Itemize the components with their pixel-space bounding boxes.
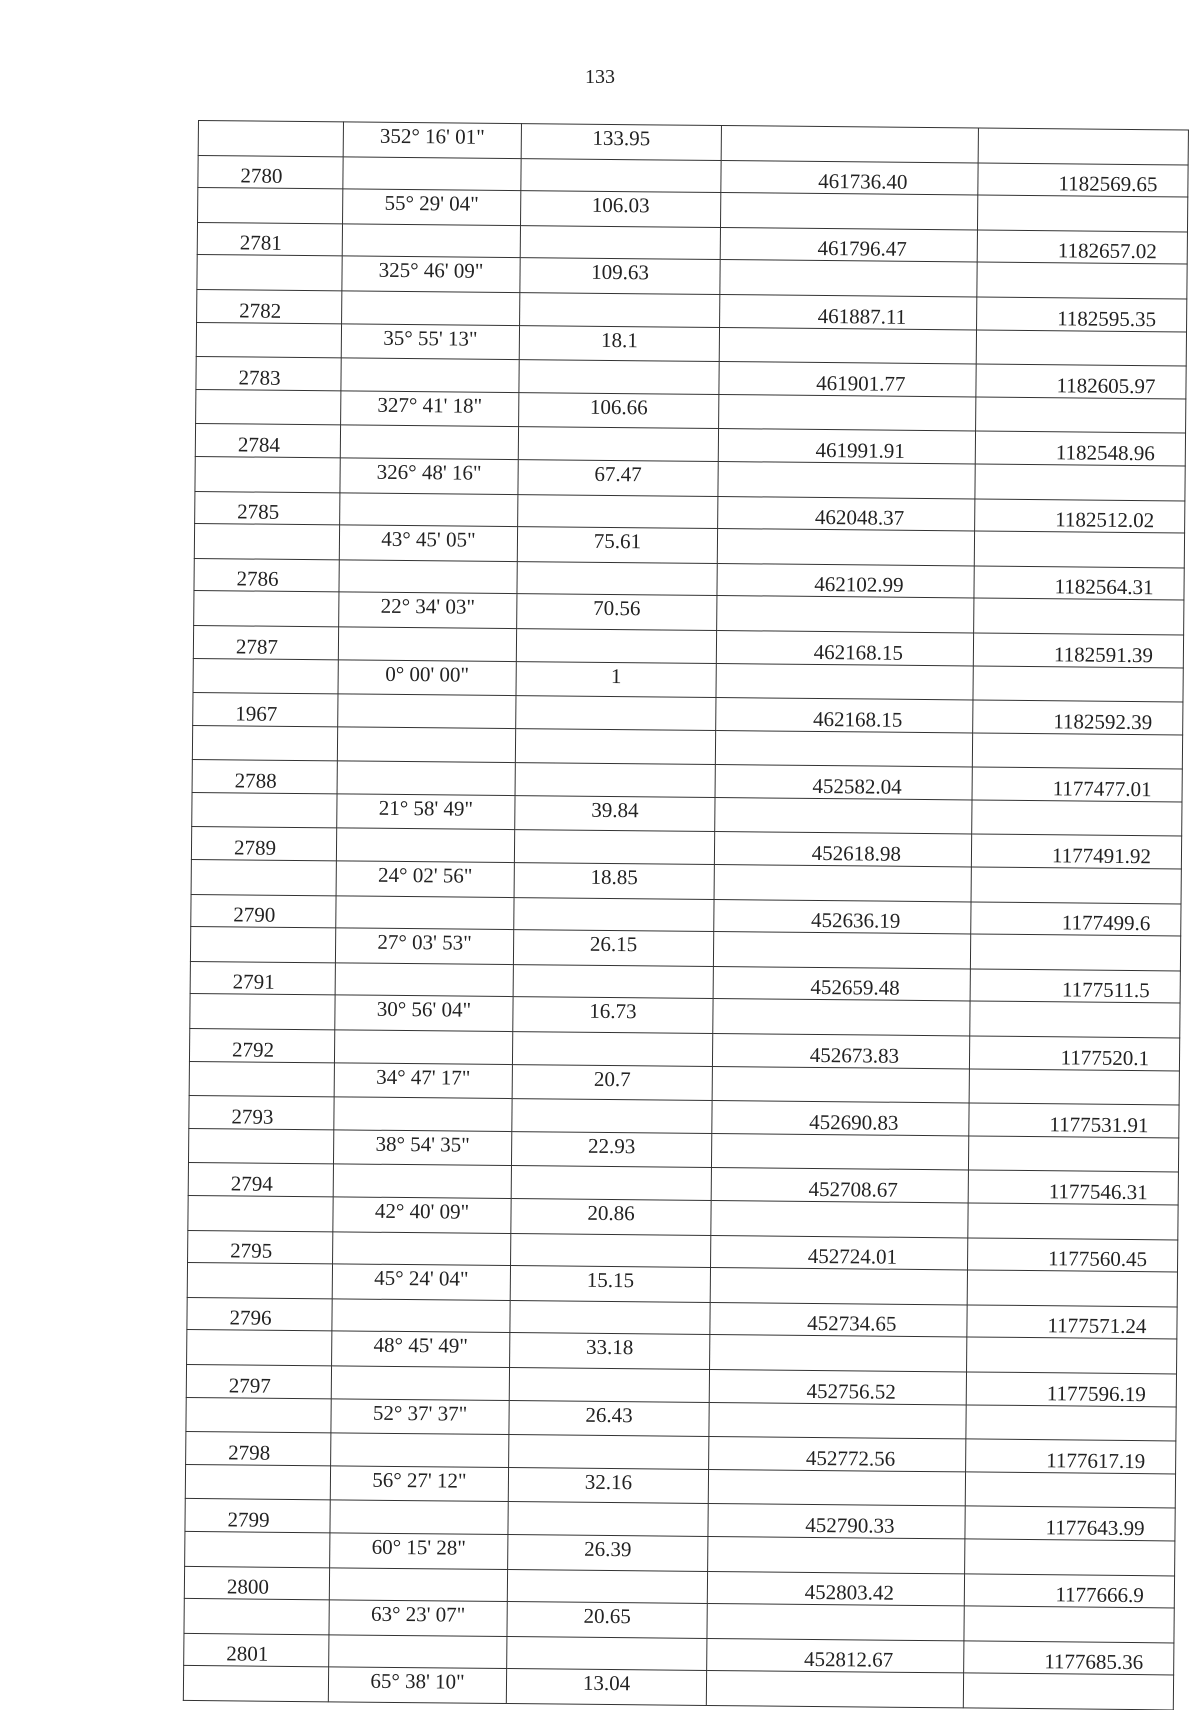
y-coordinate-cell: 1177511.5 bbox=[970, 969, 1180, 1004]
x-coordinate-cell bbox=[713, 999, 970, 1036]
point-id-cell bbox=[184, 1599, 329, 1635]
x-coordinate-cell: 462168.15 bbox=[716, 630, 973, 665]
y-coordinate-cell bbox=[964, 1606, 1174, 1643]
y-coordinate-cell bbox=[963, 1673, 1173, 1710]
point-id-cell bbox=[189, 1061, 334, 1097]
bearing-cell: 327° 41' 18" bbox=[341, 391, 519, 427]
x-coordinate-cell bbox=[712, 1066, 969, 1103]
point-id-cell bbox=[196, 322, 341, 358]
x-coordinate-cell: 462168.15 bbox=[716, 698, 973, 733]
x-coordinate-cell bbox=[708, 1469, 965, 1506]
distance-cell: 18.85 bbox=[514, 863, 714, 900]
y-coordinate-cell bbox=[976, 397, 1186, 434]
y-coordinate-cell: 1182605.97 bbox=[976, 364, 1186, 399]
point-id-cell bbox=[187, 1330, 332, 1366]
y-coordinate-cell bbox=[970, 1001, 1180, 1038]
bearing-cell bbox=[340, 492, 518, 526]
x-coordinate-cell: 461736.40 bbox=[721, 160, 978, 195]
distance-cell bbox=[520, 293, 720, 328]
y-coordinate-cell: 1177560.45 bbox=[967, 1238, 1177, 1273]
bearing-cell bbox=[336, 828, 514, 862]
bearing-cell: 0° 00' 00" bbox=[338, 659, 516, 695]
point-id-cell bbox=[186, 1397, 331, 1433]
x-coordinate-cell bbox=[715, 730, 972, 767]
point-id-cell: 2792 bbox=[189, 1028, 334, 1062]
x-coordinate-cell bbox=[710, 1268, 967, 1305]
y-coordinate-cell: 1182592.39 bbox=[973, 700, 1183, 735]
y-coordinate-cell: 1182569.65 bbox=[978, 163, 1188, 198]
distance-cell bbox=[521, 158, 721, 193]
y-coordinate-cell: 1182657.02 bbox=[977, 230, 1187, 265]
point-id-cell: 2801 bbox=[184, 1633, 329, 1667]
distance-cell bbox=[518, 427, 718, 462]
y-coordinate-cell: 1177546.31 bbox=[968, 1170, 1178, 1205]
distance-cell bbox=[507, 1636, 707, 1671]
y-coordinate-cell bbox=[978, 128, 1188, 165]
y-coordinate-cell bbox=[972, 733, 1182, 770]
point-id-cell: 2800 bbox=[184, 1566, 329, 1600]
bearing-cell: 27° 03' 53" bbox=[335, 928, 513, 964]
point-id-cell: 2797 bbox=[186, 1364, 331, 1398]
distance-cell bbox=[518, 494, 718, 529]
distance-cell bbox=[519, 360, 719, 395]
x-coordinate-cell bbox=[709, 1402, 966, 1439]
point-id-cell bbox=[195, 456, 340, 492]
bearing-cell: 63° 23' 07" bbox=[329, 1600, 507, 1636]
distance-cell bbox=[509, 1368, 709, 1403]
distance-cell bbox=[513, 964, 713, 999]
distance-cell: 39.84 bbox=[515, 795, 715, 832]
distance-cell bbox=[514, 897, 714, 932]
distance-cell: 18.1 bbox=[519, 325, 719, 362]
distance-cell bbox=[516, 628, 716, 663]
x-coordinate-cell bbox=[720, 260, 977, 297]
bearing-cell bbox=[342, 291, 520, 325]
y-coordinate-cell: 1177666.9 bbox=[964, 1573, 1174, 1608]
distance-cell: 32.16 bbox=[508, 1467, 708, 1504]
bearing-cell: 326° 48' 16" bbox=[340, 458, 518, 494]
y-coordinate-cell: 1182591.39 bbox=[973, 633, 1183, 668]
x-coordinate-cell: 462102.99 bbox=[717, 563, 974, 598]
y-coordinate-cell bbox=[971, 867, 1181, 904]
x-coordinate-cell bbox=[717, 529, 974, 566]
y-coordinate-cell bbox=[965, 1539, 1175, 1576]
bearing-cell bbox=[340, 425, 518, 459]
distance-cell bbox=[508, 1502, 708, 1537]
x-coordinate-cell: 452803.42 bbox=[707, 1571, 964, 1606]
point-id-cell bbox=[192, 725, 337, 761]
x-coordinate-cell: 452756.52 bbox=[709, 1369, 966, 1404]
y-coordinate-cell: 1177491.92 bbox=[971, 834, 1181, 869]
point-id-cell: 2782 bbox=[197, 289, 342, 323]
y-coordinate-cell: 1177477.01 bbox=[972, 767, 1182, 802]
x-coordinate-cell: 452790.33 bbox=[708, 1504, 965, 1539]
bearing-cell bbox=[342, 224, 520, 258]
distance-cell bbox=[520, 225, 720, 260]
x-coordinate-cell bbox=[720, 193, 977, 230]
distance-cell bbox=[514, 830, 714, 865]
bearing-cell: 30° 56' 04" bbox=[335, 995, 513, 1031]
y-coordinate-cell: 1177685.36 bbox=[964, 1641, 1174, 1676]
x-coordinate-cell bbox=[717, 596, 974, 633]
distance-cell: 1 bbox=[516, 661, 716, 698]
point-id-cell: 2788 bbox=[192, 760, 337, 794]
bearing-cell: 21° 58' 49" bbox=[337, 794, 515, 830]
x-coordinate-cell bbox=[721, 126, 978, 163]
point-id-cell: 2787 bbox=[193, 625, 338, 659]
distance-cell: 15.15 bbox=[510, 1266, 710, 1303]
point-id-cell: 2794 bbox=[188, 1163, 333, 1197]
x-coordinate-cell: 452636.19 bbox=[714, 899, 971, 934]
y-coordinate-cell bbox=[973, 665, 1183, 702]
bearing-cell: 42° 40' 09" bbox=[333, 1197, 511, 1233]
distance-cell: 106.66 bbox=[519, 392, 719, 429]
point-id-cell bbox=[190, 927, 335, 963]
y-coordinate-cell: 1177499.6 bbox=[971, 902, 1181, 937]
y-coordinate-cell bbox=[965, 1472, 1175, 1509]
y-coordinate-cell: 1177617.19 bbox=[966, 1439, 1176, 1474]
distance-cell bbox=[515, 763, 715, 798]
bearing-cell bbox=[338, 694, 516, 728]
x-coordinate-cell bbox=[711, 1200, 968, 1237]
y-coordinate-cell bbox=[975, 464, 1185, 501]
x-coordinate-cell: 452812.67 bbox=[707, 1638, 964, 1673]
x-coordinate-cell: 452708.67 bbox=[711, 1168, 968, 1203]
x-coordinate-cell bbox=[707, 1604, 964, 1641]
x-coordinate-cell: 452673.83 bbox=[712, 1034, 969, 1069]
survey-table-body bbox=[183, 121, 1188, 1710]
distance-cell: 22.93 bbox=[511, 1131, 711, 1168]
distance-cell bbox=[515, 728, 715, 765]
y-coordinate-cell bbox=[970, 934, 1180, 971]
y-coordinate-cell bbox=[977, 195, 1187, 232]
y-coordinate-cell bbox=[977, 262, 1187, 299]
x-coordinate-cell: 461901.77 bbox=[719, 362, 976, 397]
bearing-cell bbox=[335, 963, 513, 997]
point-id-cell: 2786 bbox=[194, 558, 339, 592]
y-coordinate-cell: 1177643.99 bbox=[965, 1506, 1175, 1541]
y-coordinate-cell bbox=[969, 1069, 1179, 1106]
distance-cell bbox=[512, 1099, 712, 1134]
distance-cell: 75.61 bbox=[517, 527, 717, 564]
distance-cell bbox=[507, 1569, 707, 1604]
distance-cell bbox=[516, 696, 716, 731]
distance-cell: 106.03 bbox=[521, 191, 721, 228]
y-coordinate-cell bbox=[974, 531, 1184, 568]
bearing-cell bbox=[341, 358, 519, 392]
bearing-cell: 352° 16' 01" bbox=[343, 122, 521, 158]
distance-cell: 20.86 bbox=[511, 1199, 711, 1236]
bearing-cell bbox=[338, 627, 516, 661]
y-coordinate-cell: 1182564.31 bbox=[974, 566, 1184, 601]
x-coordinate-cell bbox=[708, 1536, 965, 1573]
bearing-cell bbox=[329, 1567, 507, 1601]
x-coordinate-cell: 452724.01 bbox=[711, 1235, 968, 1270]
point-id-cell: 2781 bbox=[197, 222, 342, 256]
survey-table bbox=[183, 120, 1189, 1710]
point-id-cell bbox=[190, 994, 335, 1030]
point-id-cell: 2796 bbox=[187, 1297, 332, 1331]
point-id-cell bbox=[198, 121, 343, 157]
bearing-cell: 60° 15' 28" bbox=[330, 1533, 508, 1569]
distance-cell: 13.04 bbox=[506, 1669, 706, 1706]
point-id-cell bbox=[187, 1263, 332, 1299]
distance-cell: 133.95 bbox=[521, 124, 721, 161]
distance-cell bbox=[512, 1032, 712, 1067]
point-id-cell bbox=[192, 792, 337, 828]
point-id-cell: 2795 bbox=[188, 1230, 333, 1264]
bearing-cell: 24° 02' 56" bbox=[336, 861, 514, 897]
bearing-cell: 35° 55' 13" bbox=[341, 323, 519, 359]
point-id-cell bbox=[191, 860, 336, 896]
point-id-cell bbox=[194, 591, 339, 627]
bearing-cell: 34° 47' 17" bbox=[334, 1062, 512, 1098]
x-coordinate-cell: 461991.91 bbox=[718, 429, 975, 464]
distance-cell bbox=[511, 1166, 711, 1201]
point-id-cell bbox=[193, 658, 338, 694]
bearing-cell bbox=[334, 1030, 512, 1064]
bearing-cell bbox=[332, 1299, 510, 1333]
point-id-cell: 2789 bbox=[191, 827, 336, 861]
x-coordinate-cell bbox=[719, 394, 976, 431]
x-coordinate-cell bbox=[713, 932, 970, 969]
point-id-cell: 2784 bbox=[195, 424, 340, 458]
bearing-cell bbox=[334, 1097, 512, 1131]
x-coordinate-cell bbox=[715, 797, 972, 834]
x-coordinate-cell bbox=[706, 1671, 963, 1708]
y-coordinate-cell bbox=[974, 598, 1184, 635]
y-coordinate-cell: 1177531.91 bbox=[969, 1103, 1179, 1138]
distance-cell bbox=[510, 1300, 710, 1335]
distance-cell bbox=[509, 1435, 709, 1470]
point-id-cell bbox=[197, 255, 342, 291]
point-id-cell bbox=[196, 389, 341, 425]
y-coordinate-cell bbox=[966, 1404, 1176, 1441]
distance-cell: 70.56 bbox=[517, 594, 717, 631]
bearing-cell: 65° 38' 10" bbox=[328, 1667, 506, 1703]
distance-cell: 26.43 bbox=[509, 1400, 709, 1437]
point-id-cell: 2783 bbox=[196, 357, 341, 391]
point-id-cell: 2780 bbox=[198, 155, 343, 189]
point-id-cell: 2799 bbox=[185, 1499, 330, 1533]
point-id-cell: 2785 bbox=[195, 491, 340, 525]
y-coordinate-cell bbox=[976, 330, 1186, 367]
bearing-cell bbox=[333, 1164, 511, 1198]
bearing-cell: 56° 27' 12" bbox=[330, 1466, 508, 1502]
bearing-cell bbox=[331, 1366, 509, 1400]
page-number: 133 bbox=[585, 66, 615, 88]
bearing-cell bbox=[339, 560, 517, 594]
point-id-cell: 2790 bbox=[191, 894, 336, 928]
bearing-cell: 55° 29' 04" bbox=[343, 189, 521, 225]
y-coordinate-cell bbox=[967, 1270, 1177, 1307]
distance-cell: 26.15 bbox=[513, 930, 713, 967]
distance-cell: 33.18 bbox=[510, 1333, 710, 1370]
point-id-cell: 2798 bbox=[186, 1432, 331, 1466]
bearing-cell: 38° 54' 35" bbox=[333, 1130, 511, 1166]
y-coordinate-cell: 1177520.1 bbox=[969, 1036, 1179, 1071]
y-coordinate-cell: 1177596.19 bbox=[966, 1372, 1176, 1407]
bearing-cell bbox=[343, 156, 521, 190]
y-coordinate-cell: 1177571.24 bbox=[967, 1305, 1177, 1340]
point-id-cell bbox=[185, 1464, 330, 1500]
y-coordinate-cell bbox=[968, 1136, 1178, 1173]
x-coordinate-cell bbox=[719, 327, 976, 364]
x-coordinate-cell bbox=[710, 1335, 967, 1372]
bearing-cell: 45° 24' 04" bbox=[332, 1264, 510, 1300]
x-coordinate-cell bbox=[718, 461, 975, 498]
x-coordinate-cell bbox=[711, 1133, 968, 1170]
y-coordinate-cell: 1182595.35 bbox=[977, 297, 1187, 332]
point-id-cell: 1967 bbox=[193, 693, 338, 727]
x-coordinate-cell bbox=[714, 865, 971, 902]
distance-cell: 67.47 bbox=[518, 460, 718, 497]
bearing-cell: 22° 34' 03" bbox=[339, 592, 517, 628]
x-coordinate-cell: 452659.48 bbox=[713, 966, 970, 1001]
point-id-cell bbox=[194, 524, 339, 560]
bearing-cell bbox=[337, 727, 515, 763]
bearing-cell bbox=[337, 761, 515, 795]
bearing-cell: 325° 46' 09" bbox=[342, 256, 520, 292]
distance-cell bbox=[511, 1233, 711, 1268]
y-coordinate-cell: 1182548.96 bbox=[975, 431, 1185, 466]
distance-cell: 16.73 bbox=[513, 997, 713, 1034]
distance-cell: 26.39 bbox=[508, 1534, 708, 1571]
x-coordinate-cell: 452734.65 bbox=[710, 1302, 967, 1337]
bearing-cell bbox=[331, 1433, 509, 1467]
y-coordinate-cell bbox=[968, 1203, 1178, 1240]
x-coordinate-cell bbox=[716, 663, 973, 700]
x-coordinate-cell: 462048.37 bbox=[718, 496, 975, 531]
bearing-cell: 43° 45' 05" bbox=[339, 525, 517, 561]
bearing-cell bbox=[336, 896, 514, 930]
point-id-cell bbox=[183, 1666, 328, 1702]
x-coordinate-cell: 452582.04 bbox=[715, 765, 972, 800]
point-id-cell: 2793 bbox=[189, 1096, 334, 1130]
bearing-cell: 52° 37' 37" bbox=[331, 1398, 509, 1434]
distance-cell: 20.7 bbox=[512, 1064, 712, 1101]
bearing-cell bbox=[330, 1500, 508, 1534]
x-coordinate-cell: 452690.83 bbox=[712, 1101, 969, 1136]
x-coordinate-cell: 461887.11 bbox=[720, 294, 977, 329]
point-id-cell bbox=[188, 1128, 333, 1164]
y-coordinate-cell bbox=[967, 1337, 1177, 1374]
point-id-cell: 2791 bbox=[190, 961, 335, 995]
distance-cell bbox=[517, 561, 717, 596]
x-coordinate-cell: 452618.98 bbox=[714, 832, 971, 867]
bearing-cell: 48° 45' 49" bbox=[332, 1331, 510, 1367]
x-coordinate-cell: 452772.56 bbox=[709, 1437, 966, 1472]
y-coordinate-cell: 1182512.02 bbox=[975, 499, 1185, 534]
point-id-cell bbox=[198, 188, 343, 224]
bearing-cell bbox=[333, 1231, 511, 1265]
y-coordinate-cell bbox=[972, 800, 1182, 837]
x-coordinate-cell: 461796.47 bbox=[720, 227, 977, 262]
distance-cell: 20.65 bbox=[507, 1602, 707, 1639]
point-id-cell bbox=[185, 1531, 330, 1567]
distance-cell: 109.63 bbox=[520, 258, 720, 295]
point-id-cell bbox=[188, 1195, 333, 1231]
bearing-cell bbox=[329, 1635, 507, 1669]
